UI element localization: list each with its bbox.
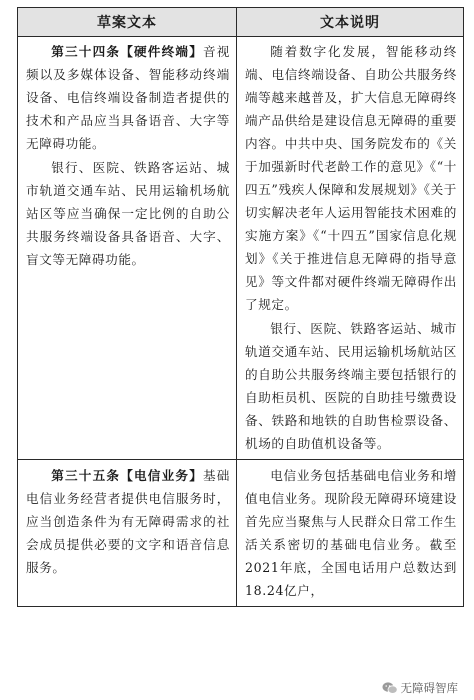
article-title: 第三十五条【电信业务】 [51, 468, 203, 483]
draft-comparison-table [17, 7, 464, 607]
wechat-icon [382, 681, 398, 695]
header-draft-text: 草案文本 [18, 8, 237, 37]
explanation-paragraph: 随着数字化发展，智能移动终端、电信终端设备、自助公共服务终端等越来越普及，扩大信息无障碍终端产品供给是建设信息无障碍的重要内容。中共中央、国务院发布的《关于加强新时代老龄工作的意见》《“十四五”残疾人保障和发展规划》《关于切实解决老年人运用智能技术困难的实施方案》《“十四五”国家信息化规划》《关于推进信息无障碍的指导意见》等文件都对硬件终端无障碍作出了规定。 [245, 44, 457, 312]
article-title: 第三十四条【硬件终端】 [51, 44, 203, 59]
watermark [380, 680, 461, 696]
explanation-paragraph: 电信业务包括基础电信业务和增值电信业务。现阶段无障碍环境建设首先应当聚焦与人民群众日常工作生活关系密切的基础电信业务。截至2021年底，全国电话用户总数达到18.24亿户， [245, 468, 457, 598]
watermark-text: 无障碍智库 [400, 681, 458, 695]
explanation-paragraph: 银行、医院、铁路客运站、城市轨道交通车站、民用运输机场航站区的自助公共服务终端主要包括银行的自助柜员机、医院的自助挂号缴费设备、铁路和地铁的自助售检票设备、机场的自助值机设备等。 [245, 321, 457, 451]
header-explanation: 文本说明 [237, 8, 464, 37]
article-paragraph [26, 464, 230, 579]
explanation-cell [237, 37, 464, 460]
draft-text-cell [18, 460, 237, 607]
draft-text-cell [18, 37, 237, 460]
explanation-cell [237, 460, 464, 607]
article-text: 基础电信业务经营者提供电信服务时，应当创造条件为有无障碍需求的社会成员提供必要的文字和语音信息服务。 [26, 468, 230, 575]
table-row [18, 460, 464, 607]
article-paragraph [26, 40, 230, 155]
article-paragraph: 银行、医院、铁路客运站、城市轨道交通车站、民用运输机场航站区等应当确保一定比例的自助公共服务终端设备具备语音、大字、盲文等无障碍功能。 [26, 160, 230, 267]
table-header-row [18, 8, 464, 37]
table-row [18, 37, 464, 460]
article-text: 音视频以及多媒体设备、智能移动终端设备、电信终端设备制造者提供的技术和产品应当具备语音、大字等无障碍功能。 [26, 44, 230, 151]
